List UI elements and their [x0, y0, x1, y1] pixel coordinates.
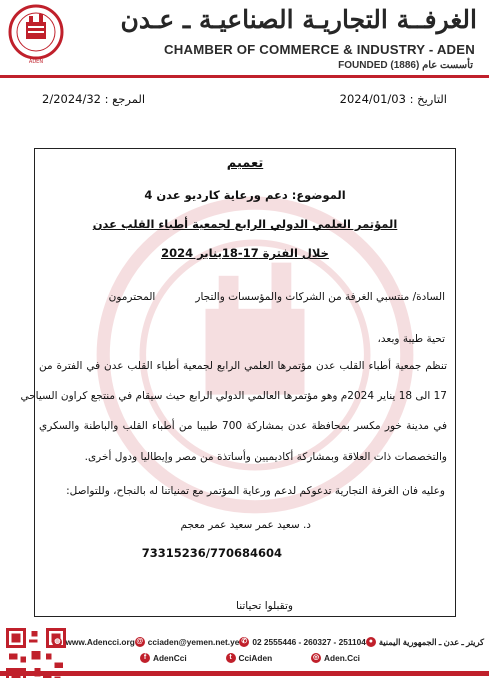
body-paragraph-line-4: والتخصصات ذات العلاقة وبمشاركة أكاديميين وأساتذة من مصر وإيطاليا ودول أخرى.: [84, 451, 447, 463]
body-paragraph-line-2: 17 الى 18 يناير 2024م وهو مؤتمرها العالمي الدولي الرابع حيث سيقام في منتجع كراون السياحي: [20, 390, 447, 402]
chamber-seal-logo: [8, 4, 64, 66]
chamber-title-english: CHAMBER OF COMMERCE & INDUSTRY - ADEN: [164, 42, 475, 57]
contact-phones: 73315236/770684604: [141, 546, 282, 560]
circular-title: تعميم: [226, 156, 264, 171]
location-pin-icon: ●: [366, 637, 376, 647]
addressee-line: السادة/ منتسبي الغرفة من الشركات والمؤسسات والتجار المحترمون: [108, 291, 445, 303]
body-paragraph-line-1: تنظم جمعية أطباء القلب عدن مؤتمرها العلمي الرابع لجمعية أطباء القلب عدن في الفترة من: [39, 360, 447, 372]
social-icon: f: [140, 653, 150, 663]
email-icon: @: [136, 638, 144, 645]
subject-line: الموضوع: دعم ورعاية كارديو عدن 4: [144, 188, 346, 202]
footer-social: [140, 651, 360, 665]
date-value: 2024/01/03: [339, 92, 406, 106]
conference-period: خلال الفترة 17-18يناير 2024: [161, 246, 329, 260]
footer-phones: ✆ 02 2555446 - 260327 - 251104: [239, 637, 366, 647]
footer-email[interactable]: @ cciaden@yemen.net.ye: [136, 637, 240, 647]
svg-text:ADEN: ADEN: [28, 59, 44, 65]
social-icon: ◎: [312, 654, 320, 661]
social-link-1[interactable]: f AdenCci: [140, 653, 187, 663]
phone-icon: ✆: [239, 637, 249, 647]
support-request-line: وعليه فان الغرفة التجارية تدعوكم لدعم ورعاية المؤتمر مع تمنياتنا له بالنجاح، وللتواصل:: [66, 485, 445, 497]
date-label: التاريخ :: [409, 92, 447, 106]
globe-icon: ◍: [54, 638, 61, 645]
body-paragraph-line-3: في مدينة خور مكسر بمحافظة عدن بمشاركة 700 طبيبا من أطباء القلب والباطنة والسكري: [39, 420, 447, 432]
date-field: [340, 92, 447, 106]
greeting-line: تحية طيبة وبعد،: [377, 333, 445, 345]
footer-divider: [0, 671, 489, 676]
footer-website[interactable]: ◍ www.Adencci.org: [54, 637, 135, 647]
reference-value: 2/2024/32: [42, 92, 101, 106]
footer-contacts: [54, 635, 484, 649]
social-link-2[interactable]: t CciAden: [226, 653, 273, 663]
social-link-3[interactable]: ◎ Aden.Cci: [312, 653, 360, 663]
social-icon: t: [226, 653, 236, 663]
header-divider: [0, 75, 489, 78]
footer-address: ● كريتر ـ عدن ـ الجمهورية اليمنية: [366, 637, 484, 647]
conference-name: المؤتمر العلمي الدولي الرابع لجمعية أطباء القلب عدن: [92, 217, 398, 231]
contact-person: د. سعيد عمر سعيد عمر معجم: [180, 519, 311, 531]
reference-field: [42, 92, 145, 106]
regards-line: وتقبلوا تحياتنا: [236, 600, 293, 612]
founded-line: FOUNDED (1886) تأسست عام: [338, 60, 473, 71]
chamber-title-arabic: الغرفــة التجاريـة الصناعيـة ـ عـدن: [120, 5, 477, 34]
footer-bottom-margin: [0, 678, 489, 695]
reference-label: المرجع :: [104, 92, 146, 106]
